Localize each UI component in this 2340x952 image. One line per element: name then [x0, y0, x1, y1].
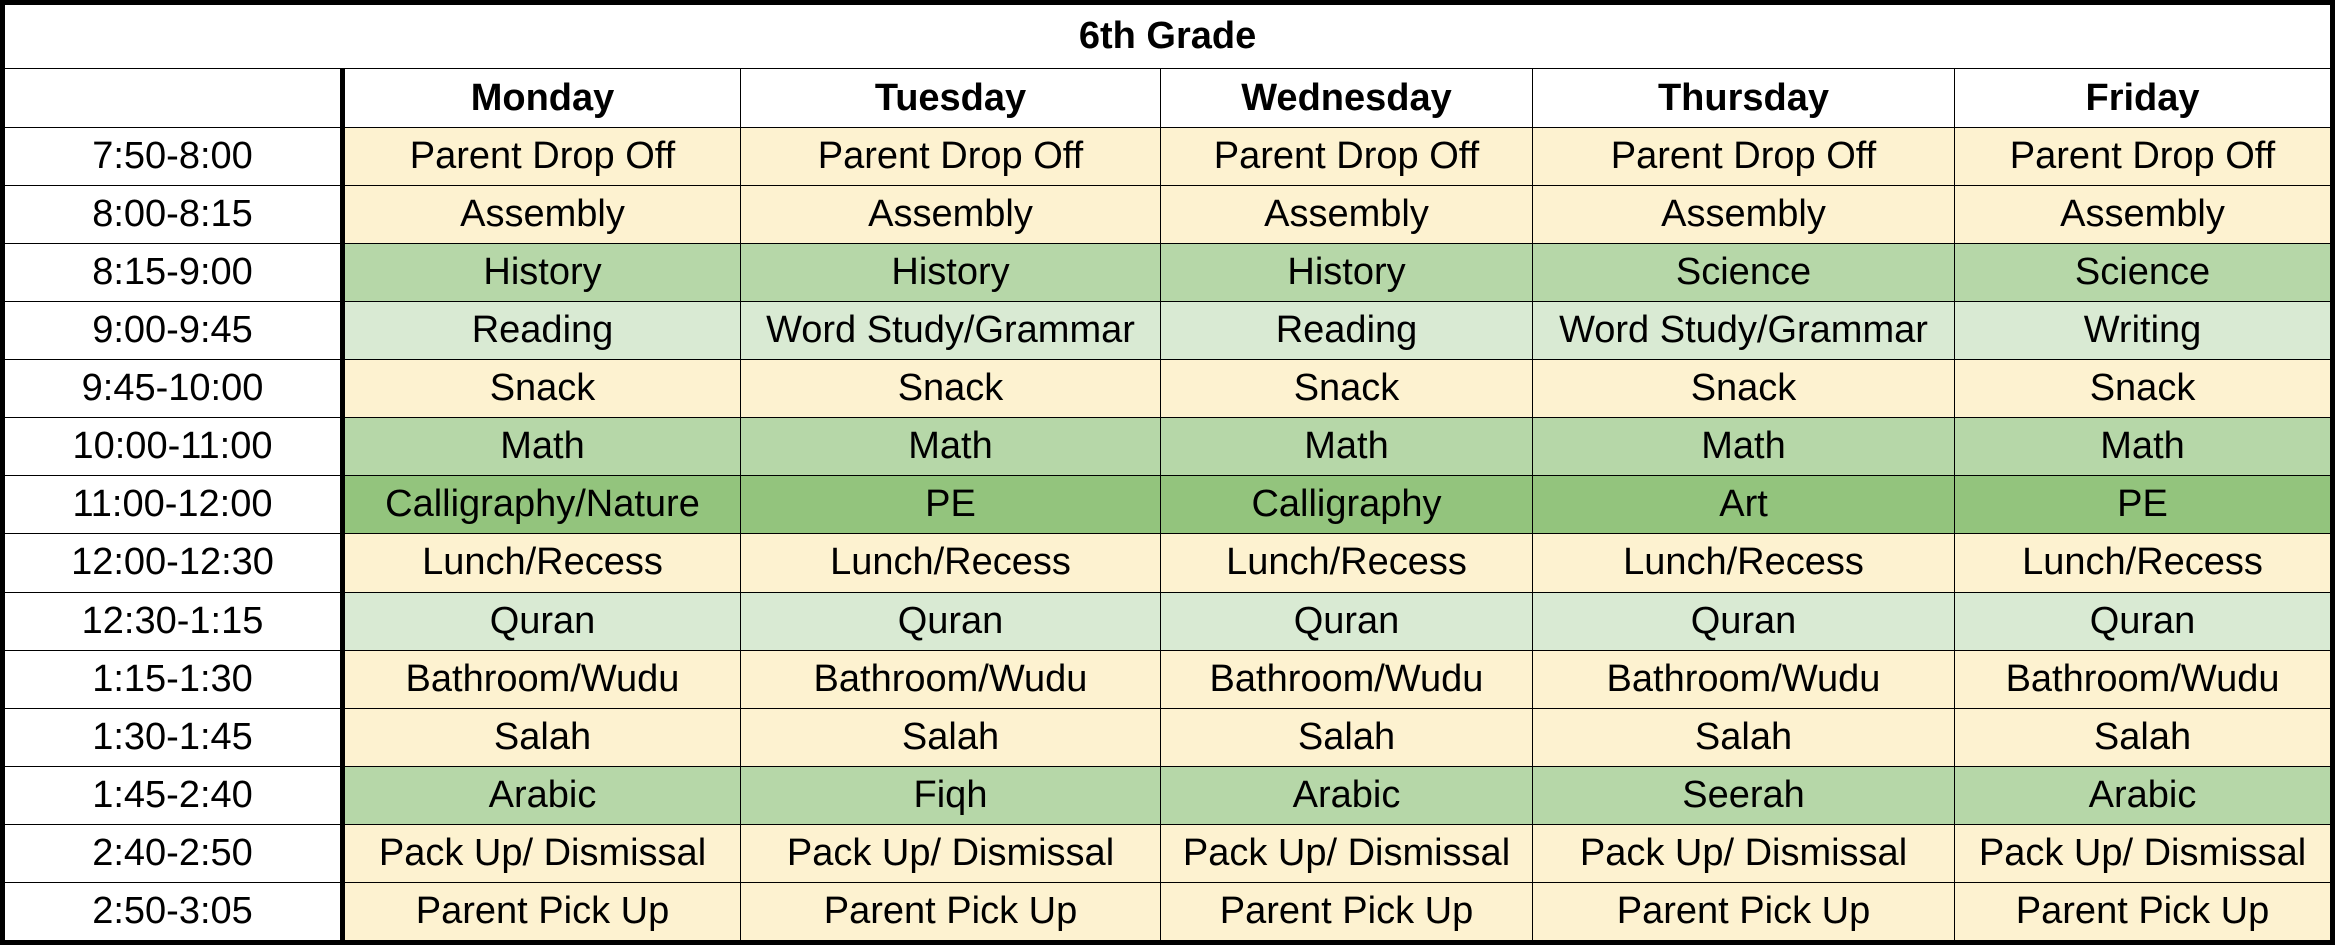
class-cell-tuesday: Snack: [741, 360, 1161, 418]
class-cell-tuesday: Salah: [741, 708, 1161, 766]
class-cell-wednesday: Arabic: [1161, 766, 1533, 824]
class-cell-thursday: Snack: [1533, 360, 1955, 418]
class-cell-thursday: Assembly: [1533, 186, 1955, 244]
time-slot-cell: 2:40-2:50: [3, 824, 343, 882]
class-cell-wednesday: Parent Pick Up: [1161, 882, 1533, 942]
class-cell-tuesday: Word Study/Grammar: [741, 302, 1161, 360]
class-cell-wednesday: Lunch/Recess: [1161, 534, 1533, 592]
class-cell-thursday: Seerah: [1533, 766, 1955, 824]
class-cell-friday: Science: [1955, 244, 2333, 302]
class-cell-friday: Writing: [1955, 302, 2333, 360]
page-title: 6th Grade: [3, 3, 2333, 69]
class-cell-tuesday: History: [741, 244, 1161, 302]
class-cell-friday: Lunch/Recess: [1955, 534, 2333, 592]
class-cell-monday: Quran: [343, 592, 741, 650]
time-slot-cell: 9:00-9:45: [3, 302, 343, 360]
class-cell-monday: Reading: [343, 302, 741, 360]
class-cell-monday: Assembly: [343, 186, 741, 244]
class-cell-tuesday: Parent Drop Off: [741, 128, 1161, 186]
class-cell-thursday: Art: [1533, 476, 1955, 534]
table-row: [3, 592, 2333, 650]
class-cell-thursday: Math: [1533, 418, 1955, 476]
class-cell-thursday: Bathroom/Wudu: [1533, 650, 1955, 708]
class-cell-monday: History: [343, 244, 741, 302]
table-row: [3, 708, 2333, 766]
time-slot-cell: 10:00-11:00: [3, 418, 343, 476]
class-cell-friday: Math: [1955, 418, 2333, 476]
class-cell-thursday: Science: [1533, 244, 1955, 302]
time-slot-cell: 8:15-9:00: [3, 244, 343, 302]
header-tuesday: Tuesday: [741, 69, 1161, 128]
table-row: [3, 650, 2333, 708]
class-cell-friday: Parent Pick Up: [1955, 882, 2333, 942]
class-cell-tuesday: Parent Pick Up: [741, 882, 1161, 942]
table-row: [3, 244, 2333, 302]
table-row: [3, 824, 2333, 882]
class-cell-monday: Arabic: [343, 766, 741, 824]
class-cell-thursday: Parent Pick Up: [1533, 882, 1955, 942]
time-slot-cell: 9:45-10:00: [3, 360, 343, 418]
class-cell-friday: Snack: [1955, 360, 2333, 418]
class-cell-wednesday: Salah: [1161, 708, 1533, 766]
class-cell-tuesday: Pack Up/ Dismissal: [741, 824, 1161, 882]
class-cell-monday: Parent Drop Off: [343, 128, 741, 186]
table-row: [3, 476, 2333, 534]
class-cell-wednesday: Reading: [1161, 302, 1533, 360]
class-cell-tuesday: Fiqh: [741, 766, 1161, 824]
class-cell-monday: Calligraphy/Nature: [343, 476, 741, 534]
class-cell-friday: PE: [1955, 476, 2333, 534]
header-friday: Friday: [1955, 69, 2333, 128]
class-cell-thursday: Parent Drop Off: [1533, 128, 1955, 186]
class-cell-monday: Pack Up/ Dismissal: [343, 824, 741, 882]
time-slot-cell: 12:00-12:30: [3, 534, 343, 592]
class-cell-wednesday: Bathroom/Wudu: [1161, 650, 1533, 708]
time-slot-cell: 11:00-12:00: [3, 476, 343, 534]
class-cell-wednesday: Quran: [1161, 592, 1533, 650]
table-row: [3, 128, 2333, 186]
table-row: [3, 302, 2333, 360]
time-slot-cell: 1:30-1:45: [3, 708, 343, 766]
table-row: [3, 418, 2333, 476]
time-slot-cell: 7:50-8:00: [3, 128, 343, 186]
class-cell-monday: Math: [343, 418, 741, 476]
class-cell-monday: Lunch/Recess: [343, 534, 741, 592]
header-monday: Monday: [343, 69, 741, 128]
table-row: [3, 534, 2333, 592]
class-cell-thursday: Quran: [1533, 592, 1955, 650]
time-slot-cell: 12:30-1:15: [3, 592, 343, 650]
time-slot-cell: 2:50-3:05: [3, 882, 343, 942]
title-row: [3, 3, 2333, 69]
table-row: [3, 360, 2333, 418]
class-cell-wednesday: Pack Up/ Dismissal: [1161, 824, 1533, 882]
class-cell-friday: Salah: [1955, 708, 2333, 766]
header-wednesday: Wednesday: [1161, 69, 1533, 128]
class-cell-tuesday: Math: [741, 418, 1161, 476]
class-cell-monday: Snack: [343, 360, 741, 418]
class-cell-wednesday: History: [1161, 244, 1533, 302]
class-cell-thursday: Word Study/Grammar: [1533, 302, 1955, 360]
table-row: [3, 766, 2333, 824]
time-slot-cell: 1:15-1:30: [3, 650, 343, 708]
class-cell-wednesday: Math: [1161, 418, 1533, 476]
class-cell-friday: Pack Up/ Dismissal: [1955, 824, 2333, 882]
class-cell-wednesday: Snack: [1161, 360, 1533, 418]
class-cell-monday: Parent Pick Up: [343, 882, 741, 942]
class-cell-monday: Bathroom/Wudu: [343, 650, 741, 708]
corner-cell: [3, 69, 343, 128]
schedule-body: [3, 128, 2333, 943]
class-cell-thursday: Pack Up/ Dismissal: [1533, 824, 1955, 882]
class-cell-tuesday: Bathroom/Wudu: [741, 650, 1161, 708]
class-cell-tuesday: Lunch/Recess: [741, 534, 1161, 592]
time-slot-cell: 1:45-2:40: [3, 766, 343, 824]
class-cell-tuesday: Assembly: [741, 186, 1161, 244]
class-cell-tuesday: Quran: [741, 592, 1161, 650]
class-cell-thursday: Salah: [1533, 708, 1955, 766]
table-row: [3, 882, 2333, 942]
class-cell-friday: Quran: [1955, 592, 2333, 650]
class-cell-friday: Bathroom/Wudu: [1955, 650, 2333, 708]
class-cell-thursday: Lunch/Recess: [1533, 534, 1955, 592]
class-cell-friday: Parent Drop Off: [1955, 128, 2333, 186]
table-row: [3, 186, 2333, 244]
day-header-row: [3, 69, 2333, 128]
class-cell-friday: Arabic: [1955, 766, 2333, 824]
header-thursday: Thursday: [1533, 69, 1955, 128]
class-cell-wednesday: Calligraphy: [1161, 476, 1533, 534]
class-cell-friday: Assembly: [1955, 186, 2333, 244]
time-slot-cell: 8:00-8:15: [3, 186, 343, 244]
class-cell-wednesday: Assembly: [1161, 186, 1533, 244]
class-cell-tuesday: PE: [741, 476, 1161, 534]
class-cell-wednesday: Parent Drop Off: [1161, 128, 1533, 186]
class-cell-monday: Salah: [343, 708, 741, 766]
